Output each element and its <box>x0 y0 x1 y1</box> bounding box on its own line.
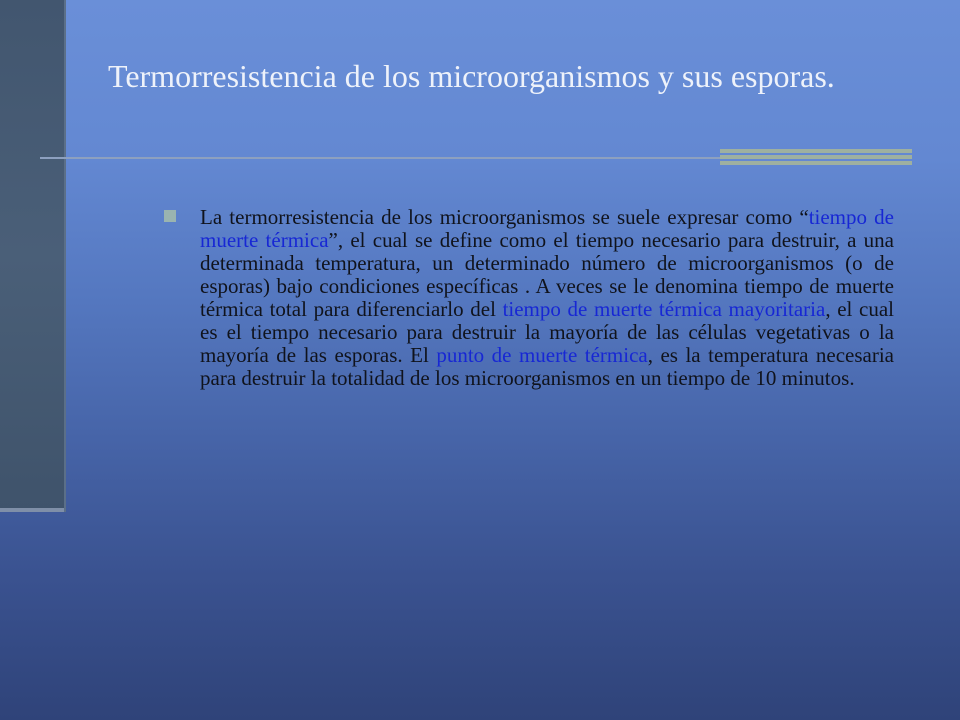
paragraph-text: La termorresistencia de los microorganismos se suele expresar como “ <box>200 205 809 229</box>
accent-bar <box>720 155 912 159</box>
paragraph-text: , el cual es el tiempo necesario para destruir la mayoría de las células vegetativas o la mayoría de las esporas. El <box>200 297 894 367</box>
body-content <box>164 206 894 390</box>
accent-bar <box>720 161 912 165</box>
paragraph-text: , es la temperatura necesaria para destruir la totalidad de los microorganismos en un tiempo de 10 minutos. <box>200 343 894 390</box>
left-decorative-bar <box>0 0 66 512</box>
left-bar-edge <box>0 508 64 512</box>
bullet-square-icon <box>164 210 176 222</box>
paragraph-text: ”, el cual se define como el tiempo necesario para destruir, a una determinada temperatura, un determinado número de microorganismos (o de esporas) bajo condiciones específicas . A veces se le denomina tiempo de muerte térmica total para diferenciarlo del <box>200 228 895 321</box>
body-paragraph <box>200 206 894 390</box>
accent-bars <box>720 149 912 167</box>
slide-title: Termorresistencia de los microorganismos y sus esporas. <box>108 58 835 94</box>
accent-bar <box>720 149 912 153</box>
highlight-term: tiempo de muerte térmica <box>200 205 894 252</box>
highlight-term: tiempo de muerte térmica mayoritaria <box>502 297 826 321</box>
highlight-term: punto de muerte térmica <box>436 343 648 367</box>
